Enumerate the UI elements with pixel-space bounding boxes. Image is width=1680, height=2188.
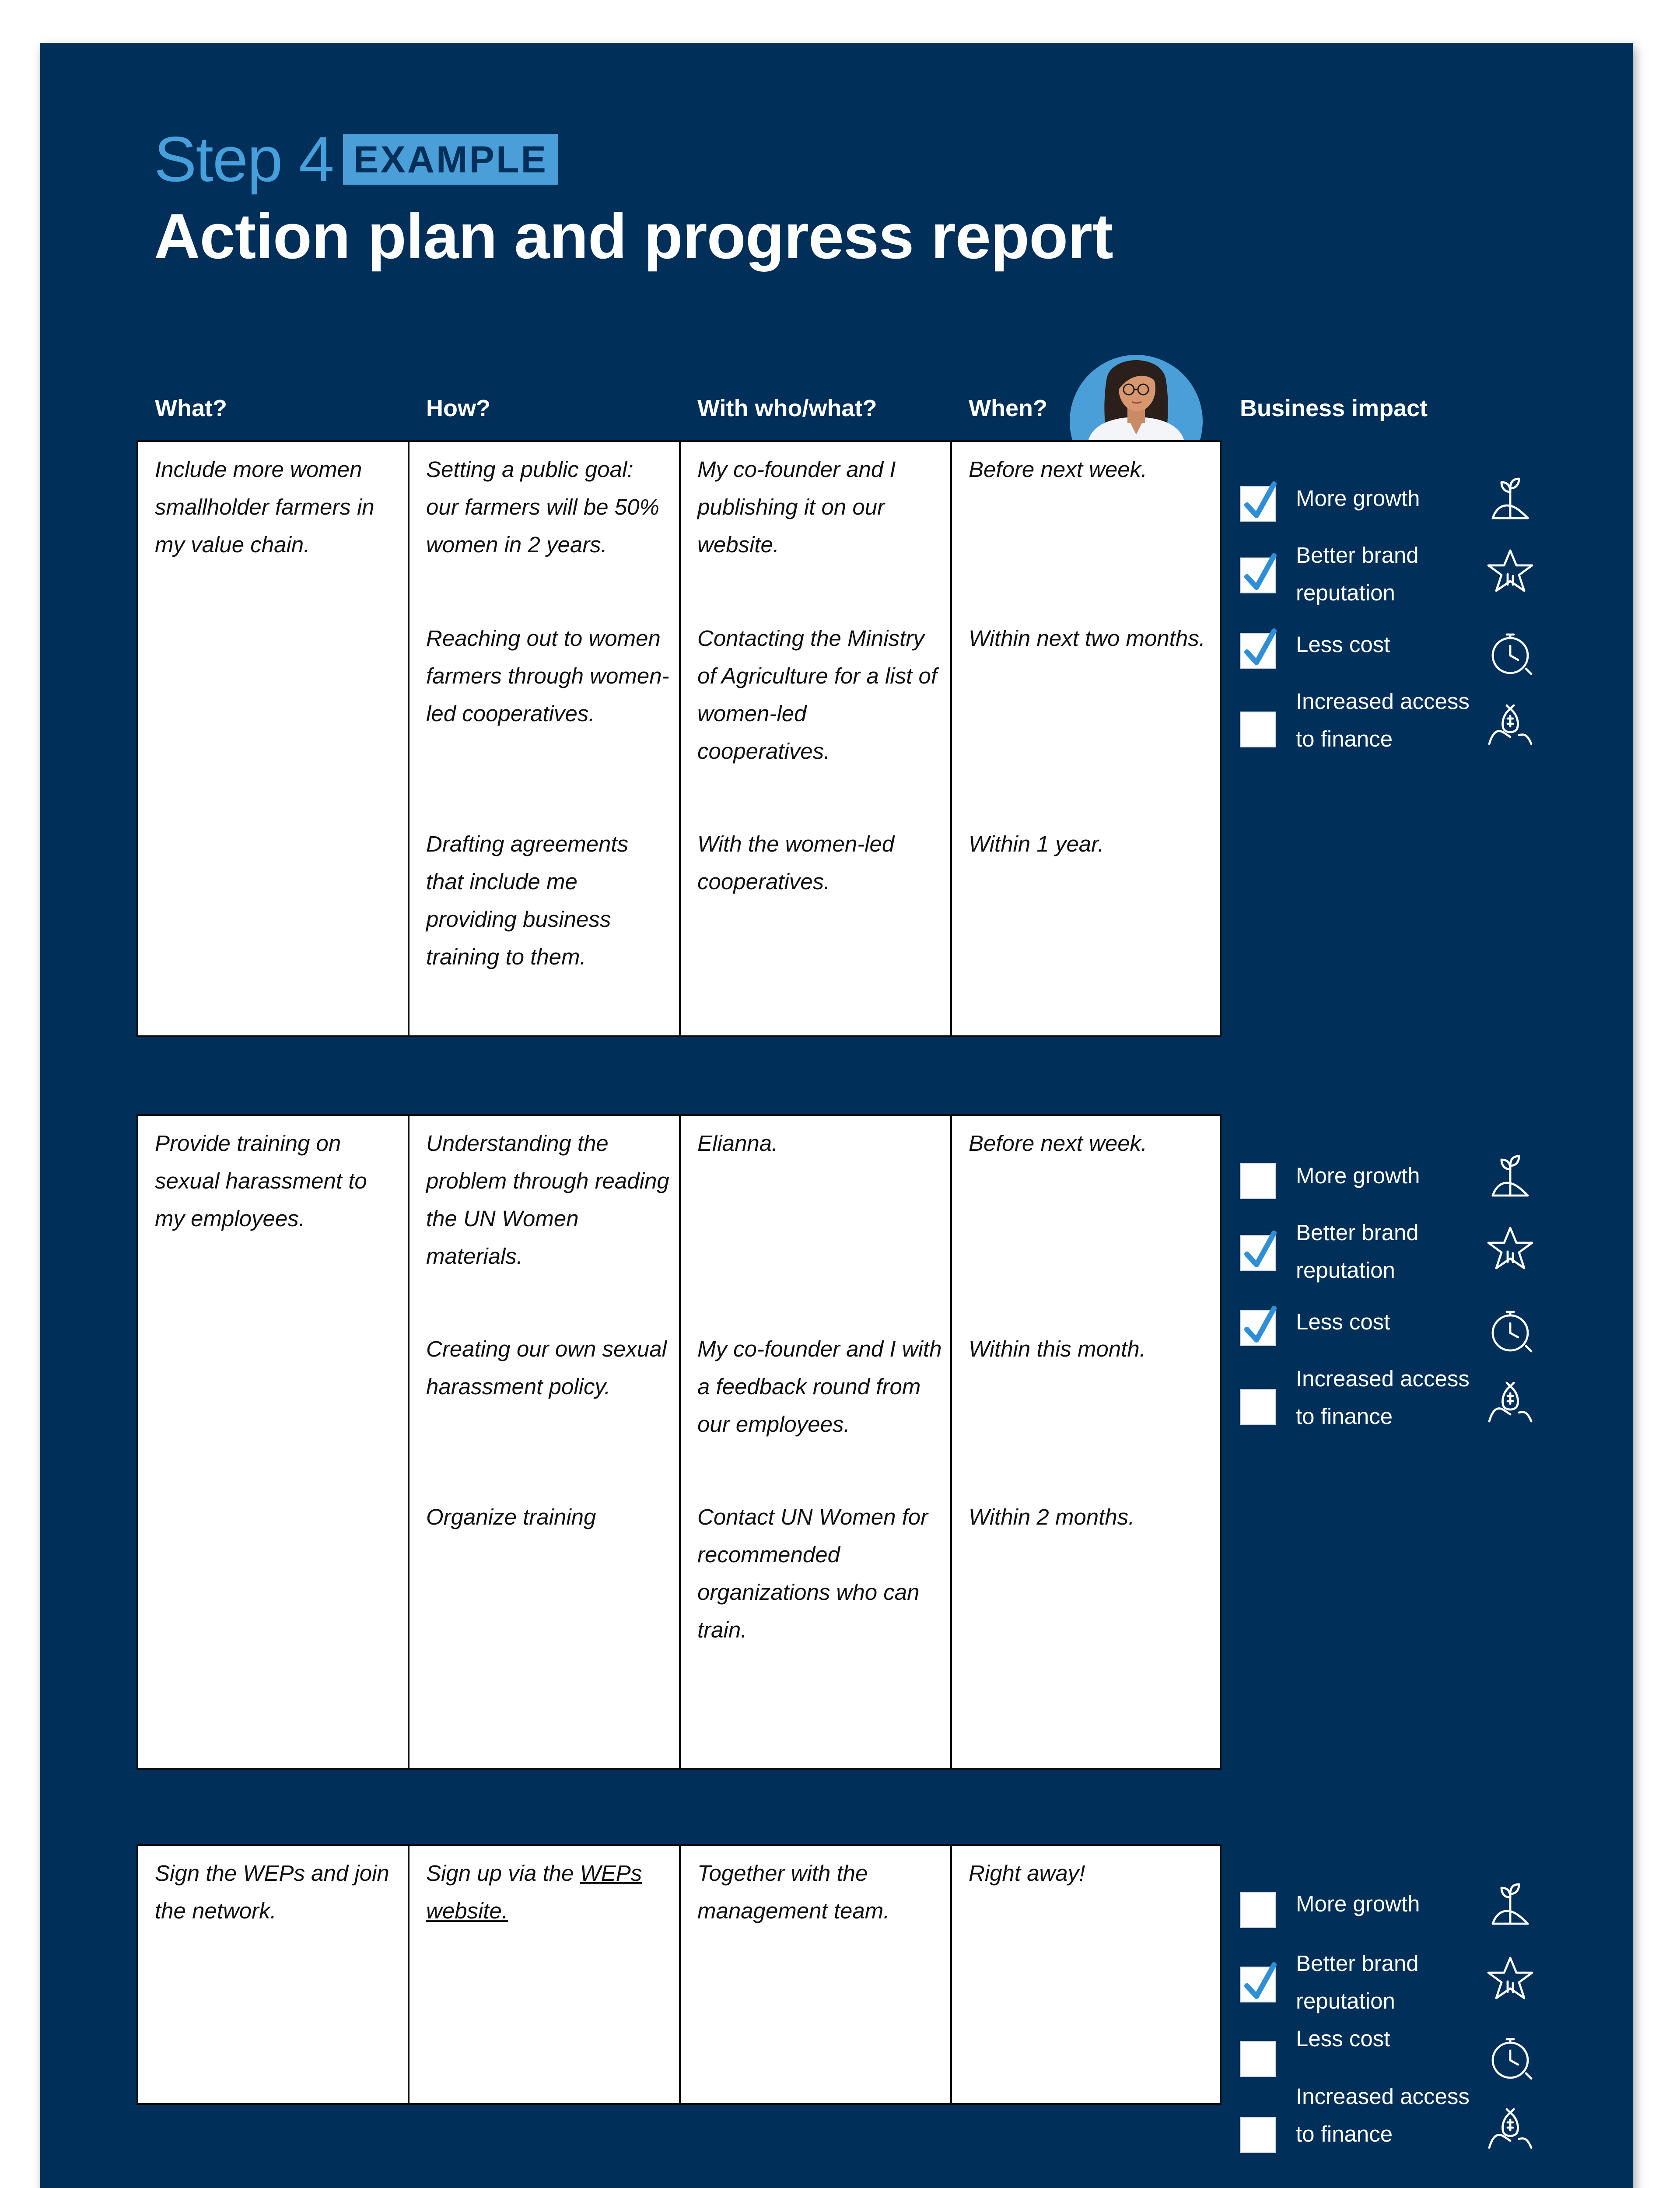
with-cell: Contact UN Women for recommended organizations who can train. (697, 1504, 928, 1642)
impact-label-brand: Better brand reputation (1296, 1951, 1419, 2013)
column-header-how: How? (426, 395, 490, 421)
impact-label-brand: Better brand reputation (1296, 1220, 1419, 1283)
when-cell: Within 2 months. (969, 1504, 1135, 1529)
how-cell (426, 1855, 671, 1930)
checkbox-brand-3[interactable] (1240, 1967, 1276, 2002)
when-cell: Within 1 year. (969, 831, 1104, 856)
impact-label-cost: Less cost (1296, 632, 1390, 657)
stopwatch-icon (1484, 627, 1536, 679)
action-block-1 (136, 440, 1222, 1037)
step-heading (154, 120, 558, 199)
impact-label-finance: Increased access to finance (1296, 2084, 1470, 2146)
checkbox-finance-3[interactable] (1240, 2117, 1276, 2153)
with-cell: My co-founder and I with a feedback round from our employees. (697, 1336, 942, 1437)
when-cell: Within this month. (969, 1336, 1146, 1361)
checkbox-cost-1[interactable] (1240, 633, 1276, 669)
checkbox-finance-2[interactable] (1240, 1389, 1276, 1425)
impact-label-finance: Increased access to finance (1296, 689, 1470, 751)
with-cell: Together with the management team. (697, 1861, 890, 1923)
page (40, 43, 1633, 2188)
checkbox-finance-1[interactable] (1240, 712, 1276, 747)
star-hand-icon (1484, 1953, 1536, 2006)
checkmark-icon (1242, 1961, 1278, 2003)
impact-label-finance: Increased access to finance (1296, 1366, 1470, 1429)
impact-label-brand: Better brand reputation (1296, 543, 1419, 605)
what-cell: Provide training on sexual harassment to my employees. (155, 1131, 367, 1231)
how-cell: Setting a public goal: our farmers will be 50% women in 2 years. (426, 457, 659, 557)
impact-label-growth: More growth (1296, 1891, 1420, 1916)
money-bag-hand-icon (1484, 697, 1536, 749)
checkbox-brand-2[interactable] (1240, 1235, 1276, 1271)
how-text: Sign up via the (426, 1861, 580, 1886)
plant-sprout-hand-icon (1484, 1876, 1536, 1929)
plant-sprout-hand-icon (1484, 471, 1536, 523)
woman-avatar-illustration (1066, 340, 1206, 441)
checkmark-icon (1242, 1305, 1278, 1347)
impact-label-growth: More growth (1296, 1163, 1420, 1188)
checkbox-cost-3[interactable] (1240, 2041, 1276, 2077)
stopwatch-icon (1484, 2031, 1536, 2084)
example-badge: EXAMPLE (343, 134, 558, 185)
checkbox-growth-3[interactable] (1240, 1892, 1276, 1928)
how-cell: Understanding the problem through reading the UN Women materials. (426, 1131, 669, 1269)
when-cell: Before next week. (969, 1131, 1148, 1156)
impact-label-cost: Less cost (1296, 1309, 1390, 1334)
when-cell: Within next two months. (969, 626, 1205, 651)
impact-label-cost: Less cost (1296, 2026, 1390, 2051)
when-cell: Before next week. (969, 457, 1148, 482)
how-cell: Creating our own sexual harassment policy. (426, 1336, 667, 1399)
column-header-what: What? (155, 395, 227, 421)
column-header-when: When? (969, 395, 1047, 421)
column-header-with: With who/what? (697, 395, 877, 421)
when-cell: Right away! (969, 1861, 1085, 1886)
impact-label-growth: More growth (1296, 486, 1420, 511)
checkmark-icon (1242, 1230, 1278, 1272)
star-hand-icon (1484, 1224, 1536, 1276)
stopwatch-icon (1484, 1304, 1536, 1357)
column-header-impact: Business impact (1240, 395, 1428, 421)
checkmark-icon (1242, 480, 1278, 522)
content-panel (40, 43, 1633, 2188)
page-title: Action plan and progress report (154, 200, 1113, 272)
what-cell: Sign the WEPs and join the network. (155, 1861, 389, 1923)
how-cell: Reaching out to women farmers through women-led cooperatives. (426, 626, 669, 726)
what-cell: Include more women smallholder farmers in my value chain. (155, 457, 374, 557)
checkbox-growth-2[interactable] (1240, 1163, 1276, 1199)
checkmark-icon (1242, 552, 1278, 594)
checkbox-brand-1[interactable] (1240, 558, 1276, 593)
step-label: Step 4 (154, 123, 334, 195)
action-block-2 (136, 1114, 1222, 1770)
checkbox-growth-1[interactable] (1240, 486, 1276, 522)
checkbox-cost-2[interactable] (1240, 1310, 1276, 1346)
checkmark-icon (1242, 628, 1278, 670)
how-cell: Organize training (426, 1504, 596, 1529)
how-cell: Drafting agreements that include me providing business training to them. (426, 831, 629, 969)
with-cell: Elianna. (697, 1131, 778, 1156)
with-cell: Contacting the Ministry of Agriculture for a list of women-led cooperatives. (697, 626, 938, 764)
with-cell: With the women-led cooperatives. (697, 831, 895, 894)
star-hand-icon (1484, 546, 1536, 599)
weps-website-link[interactable]: WEPs website. (426, 1861, 642, 1923)
plant-sprout-hand-icon (1484, 1148, 1536, 1201)
money-bag-hand-icon (1484, 2100, 1536, 2153)
money-bag-hand-icon (1484, 1374, 1536, 1427)
action-block-3 (136, 1844, 1222, 2105)
with-cell: My co-founder and I publishing it on our website. (697, 457, 896, 557)
